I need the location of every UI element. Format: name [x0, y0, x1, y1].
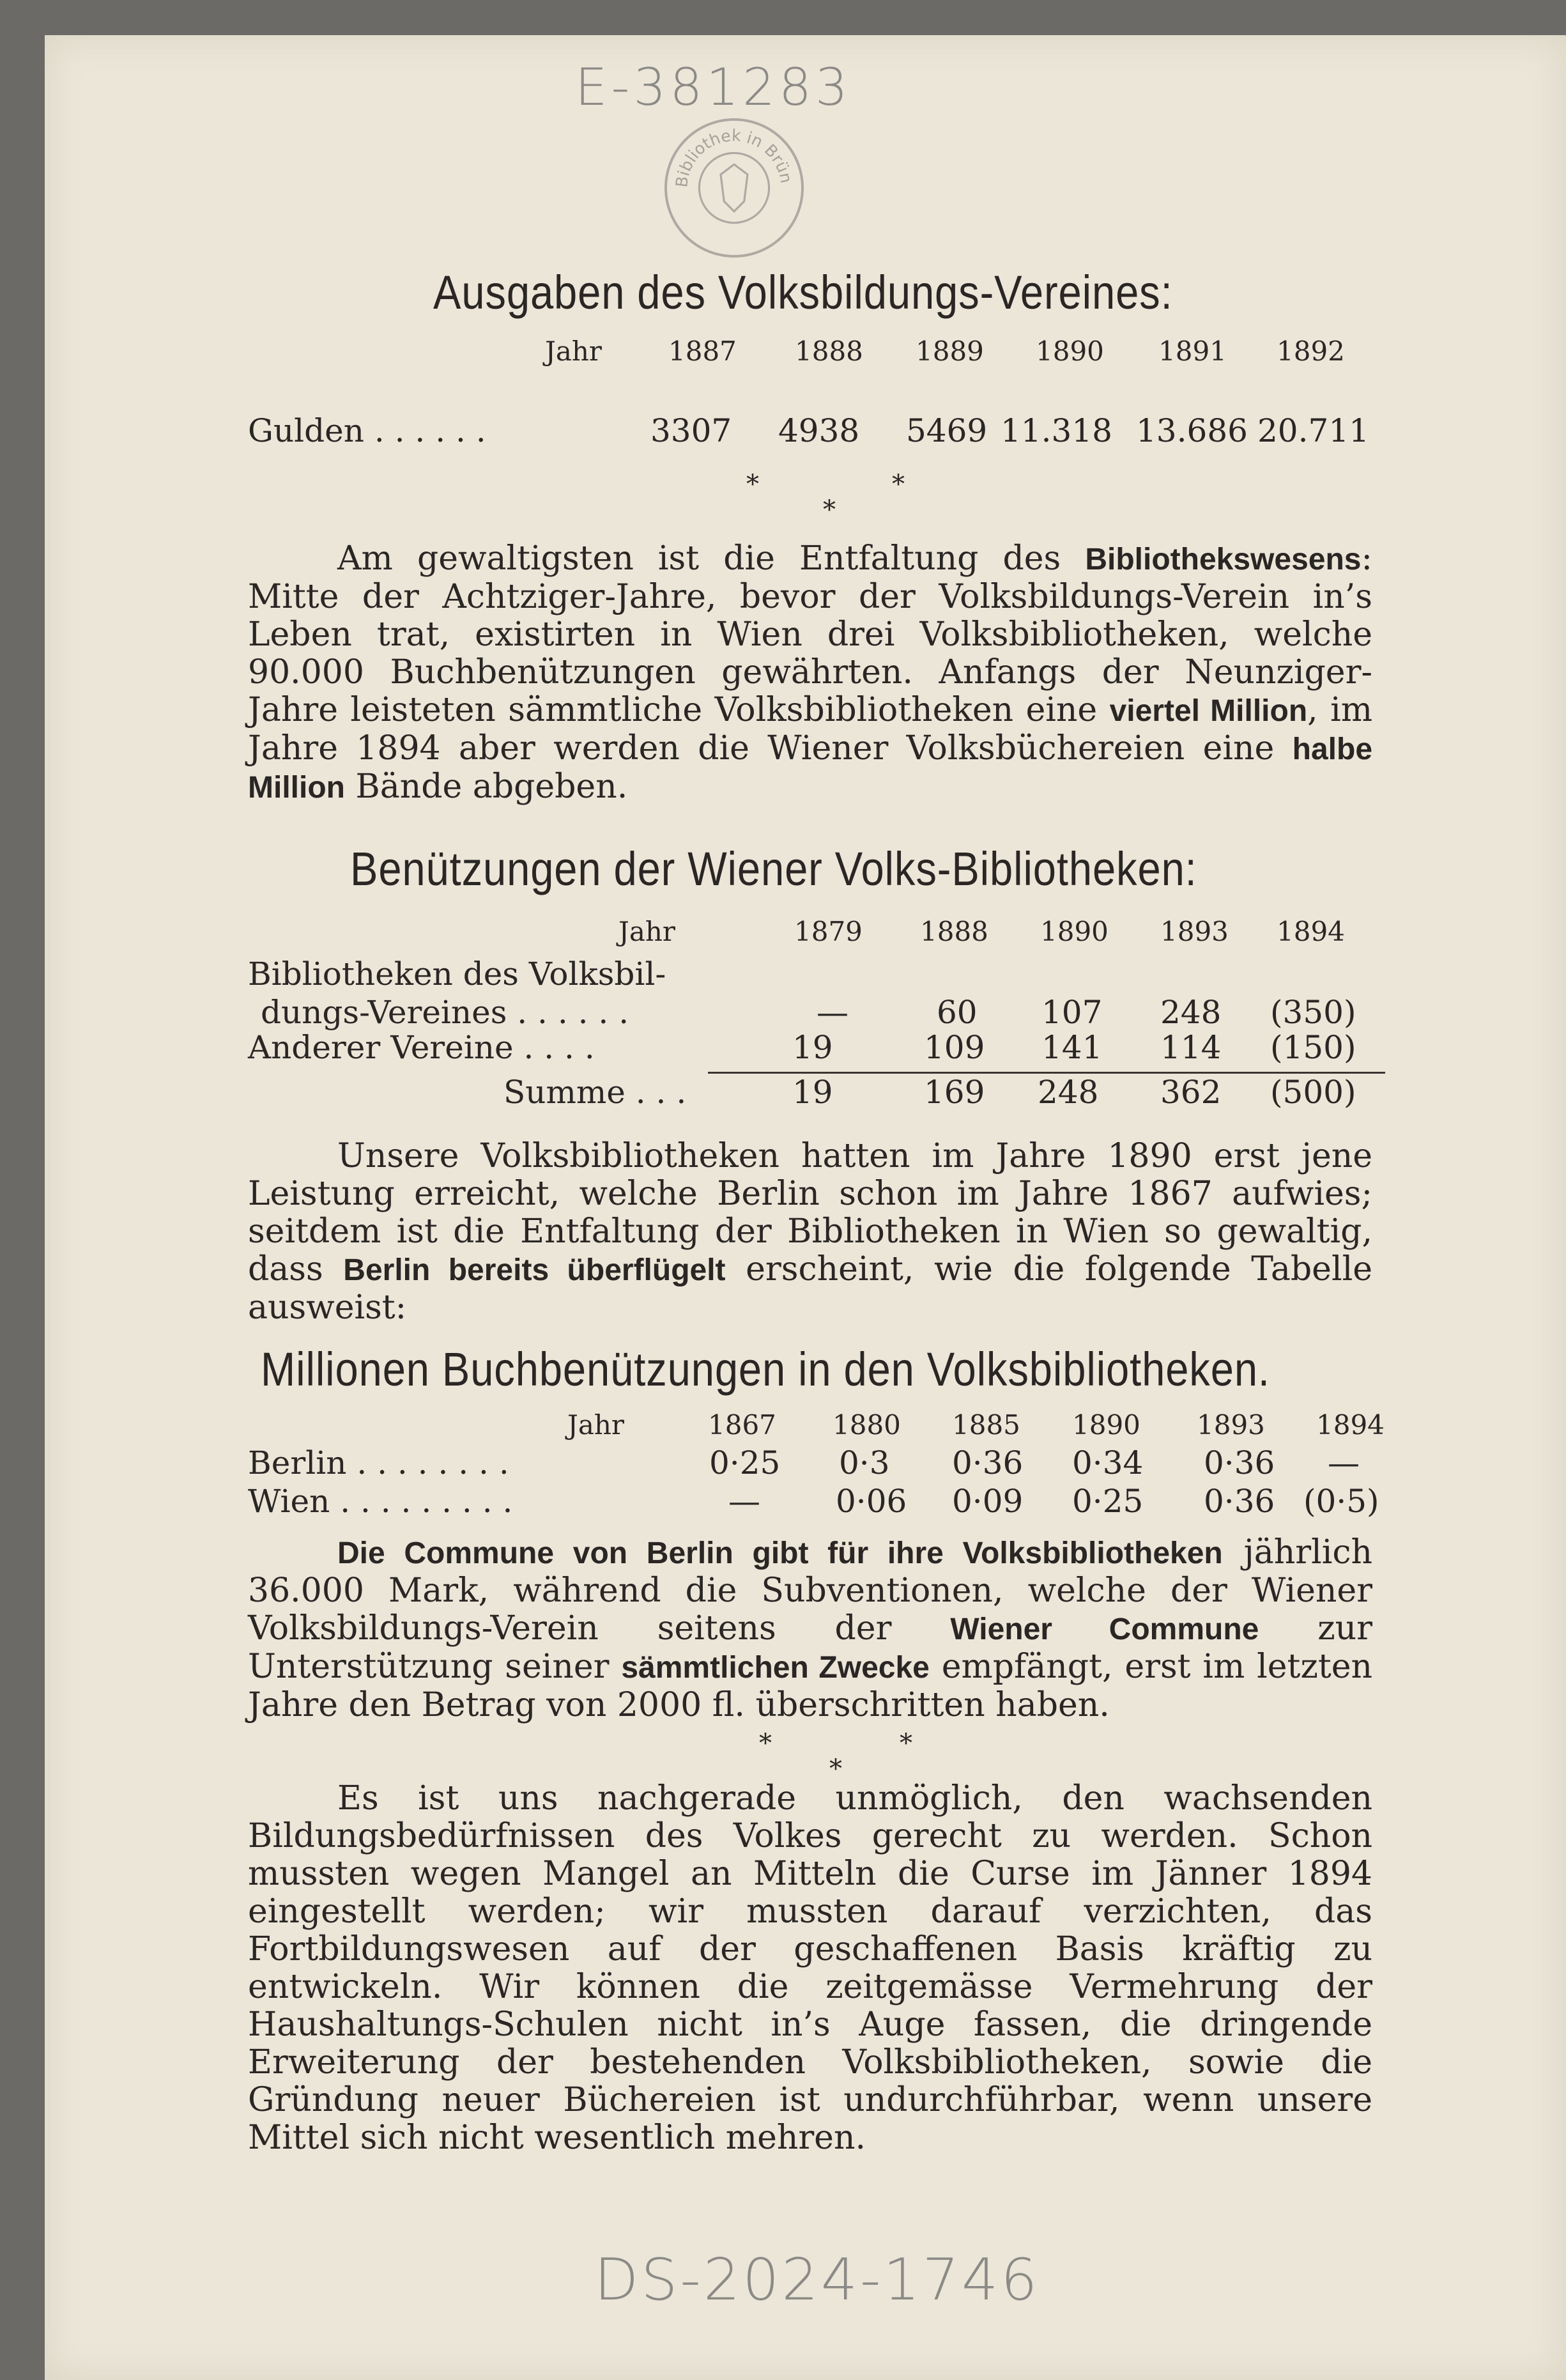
table2-value: (150)	[1270, 1029, 1356, 1066]
table3-row-label: Wien . . . . . . . . .	[248, 1483, 513, 1520]
catalog-number-bottom: DS-2024-1746	[594, 2246, 1040, 2314]
emphasis-berlin-commune: Die Commune von Berlin gibt für ihre Volksbibliotheken	[337, 1536, 1223, 1570]
paragraph-subsidies: Die Commune von Berlin gibt für ihre Volksbibliotheken jährlich 36.000 Mark, während die Subventionen, welche der Wiener Volksbildungs-Verein seitens der Wiener Commune zur Unterstützung seiner sämmtlichen Zwecke empfängt, erst im letzten Jahre den Betrag von 2000 fl. überschritten haben.	[248, 1533, 1373, 1724]
table1-value: 5469	[906, 412, 988, 449]
table2-value: 60	[937, 994, 978, 1031]
table3-value: —	[1328, 1444, 1360, 1481]
table3-value: 0·25	[1072, 1483, 1144, 1520]
table2-value: 107	[1041, 994, 1103, 1031]
emphasis-all-purposes: sämmtlichen Zwecke	[621, 1651, 930, 1685]
library-stamp	[664, 118, 804, 258]
separator-star: *	[823, 495, 836, 525]
table1-year: 1889	[916, 336, 984, 367]
table1-year: 1888	[795, 336, 863, 367]
table1-year: 1890	[1036, 336, 1104, 367]
table2-value: 248	[1038, 1074, 1099, 1111]
table2-row-label: dungs-Vereines . . . . . .	[261, 994, 629, 1031]
table3-year-label: Jahr	[567, 1409, 625, 1441]
paragraph-needs: Es ist uns nachgerade unmöglich, den wachsenden Bildungsbedürfnissen des Volkes gerecht zu werden. Schon mussten wegen Mangel an Mitteln die Curse im Jänner 1894 eingestellt werden; wir mussten darauf verzichten, das Fortbildungswesen auf der geschaffenen Basis kräftig zu entwickeln. Wir können die zeitgemässe Vermehrung der Haushaltungs-Schulen nicht in’s Auge fassen, die dringende Erweiterung der bestehenden Volksbibliotheken, sowie die Gründung neuer Büchereien ist undurchführbar, wenn unsere Mittel sich nicht wesentlich mehren.	[248, 1779, 1372, 2157]
table2-value: 362	[1160, 1074, 1222, 1111]
table1-year: 1891	[1158, 336, 1227, 367]
section-title-million-usage: Millionen Buchbenützungen in den Volksbibliotheken.	[261, 1343, 1270, 1396]
table2-value: —	[817, 994, 848, 1031]
table1-year-label: Jahr	[545, 336, 603, 367]
table2-value: 19	[792, 1074, 833, 1111]
table2-year: 1894	[1277, 916, 1345, 947]
emphasis-half-million: halbe Million	[248, 732, 1373, 805]
table1-value: 3307	[650, 412, 732, 449]
stamp-seal-icon	[667, 121, 801, 255]
table2-value: (500)	[1270, 1074, 1356, 1111]
table3-value: 0·34	[1072, 1444, 1144, 1481]
table3-value: 0·36	[952, 1444, 1024, 1481]
table1-year-row	[248, 336, 1385, 374]
table3-year: 1894	[1316, 1409, 1385, 1441]
table2-value: (350)	[1270, 994, 1356, 1031]
table2-row-label-line1: Bibliotheken des Volksbil-	[248, 955, 666, 993]
separator-star: *	[829, 1754, 842, 1784]
section-title-library-usage: Benützungen der Wiener Volks-Bibliotheken:	[350, 842, 1197, 895]
emphasis-library-system: Bibliothekswesens	[1085, 543, 1362, 576]
table3-year: 1890	[1072, 1409, 1140, 1441]
table3-value: 0·09	[952, 1483, 1024, 1520]
table2-row	[248, 994, 1385, 1033]
table3-row	[248, 1483, 1385, 1522]
emphasis-vienna-commune: Wiener Commune	[950, 1612, 1259, 1646]
catalog-number-top: E-381283	[575, 58, 852, 117]
table3-row-label: Berlin . . . . . . . .	[248, 1444, 509, 1481]
separator-star: *	[892, 470, 905, 499]
svg-text:Bibliothek in Brünn	[667, 121, 795, 189]
table2-year: 1893	[1160, 916, 1229, 947]
table2-row-label: Anderer Vereine . . . .	[248, 1029, 595, 1066]
emphasis-berlin-surpassed: Berlin bereits überflügelt	[343, 1253, 726, 1287]
paragraph-library-growth: Am gewaltigsten ist die Entfaltung des Bibliothekswesens: Mitte der Achtziger-Jahre, bevor der Volksbildungs-Verein in’s Leben trat, existirten in Wien drei Volksbibliotheken, welche 90.000 Buchbenützungen gewährten. Anfangs der Neunziger-Jahre leisteten sämmtliche Volksbibliotheken eine viertel Million, im Jahre 1894 aber werden die Wiener Volksbüchereien eine halbe Million Bände abgeben.	[248, 539, 1373, 806]
separator-star: *	[900, 1729, 912, 1758]
table2-year: 1888	[920, 916, 988, 947]
table2-value: 141	[1041, 1029, 1103, 1066]
table2-year-label: Jahr	[618, 916, 676, 947]
table3-value: (0·5)	[1303, 1483, 1379, 1520]
table1-value: 4938	[778, 412, 860, 449]
table3-value: 0·36	[1204, 1483, 1275, 1520]
table3-value: 0·06	[836, 1483, 907, 1520]
table1-value: 13.686	[1136, 412, 1248, 449]
table2-value: 109	[924, 1029, 985, 1066]
table1-value: 20.711	[1257, 412, 1369, 449]
table3-value: 0·3	[839, 1444, 890, 1481]
separator-star: *	[746, 470, 759, 499]
table2-year: 1879	[794, 916, 863, 947]
table3-year-row	[248, 1409, 1385, 1448]
table1-value: 11.318	[1001, 412, 1112, 449]
table3-value: —	[728, 1483, 760, 1520]
table1-year: 1887	[668, 336, 737, 367]
table3-value: 0·25	[709, 1444, 781, 1481]
table3-year: 1867	[708, 1409, 776, 1441]
table1-row-label: Gulden . . . . . .	[248, 412, 486, 449]
table2-row-label: Summe . . .	[503, 1074, 687, 1111]
table3-year: 1885	[952, 1409, 1020, 1441]
table3-year: 1893	[1197, 1409, 1265, 1441]
table3-year: 1880	[833, 1409, 901, 1441]
table2-row	[248, 1029, 1385, 1069]
table2-year-row	[248, 916, 1385, 954]
table2-row-sum	[248, 1074, 1385, 1113]
table1-value-row	[248, 412, 1385, 453]
paragraph-berlin-comparison: Unsere Volksbibliotheken hatten im Jahre 1890 erst jene Leistung erreicht, welche Berlin schon im Jahre 1867 aufwies; seitdem ist die Entfaltung der Bibliotheken in Wien so gewaltig, dass Berlin bereits überflügelt erscheint, wie die folgende Tabelle ausweist:	[248, 1137, 1372, 1327]
table2-value: 19	[792, 1029, 833, 1066]
table2-value: 248	[1160, 994, 1222, 1031]
separator-star: *	[759, 1729, 772, 1758]
table3-value: 0·36	[1204, 1444, 1275, 1481]
table2-year: 1890	[1040, 916, 1109, 947]
table3-row	[248, 1444, 1385, 1484]
stamp-text: Bibliothek in Brün	[672, 126, 796, 189]
emphasis-quarter-million: viertel Million	[1109, 694, 1308, 728]
table2-value: 169	[924, 1074, 985, 1111]
section-title-expenditures: Ausgaben des Volksbildungs-Vereines:	[433, 266, 1173, 319]
table2-value: 114	[1160, 1029, 1222, 1066]
table1-year: 1892	[1277, 336, 1345, 367]
document-page	[45, 35, 1566, 2380]
